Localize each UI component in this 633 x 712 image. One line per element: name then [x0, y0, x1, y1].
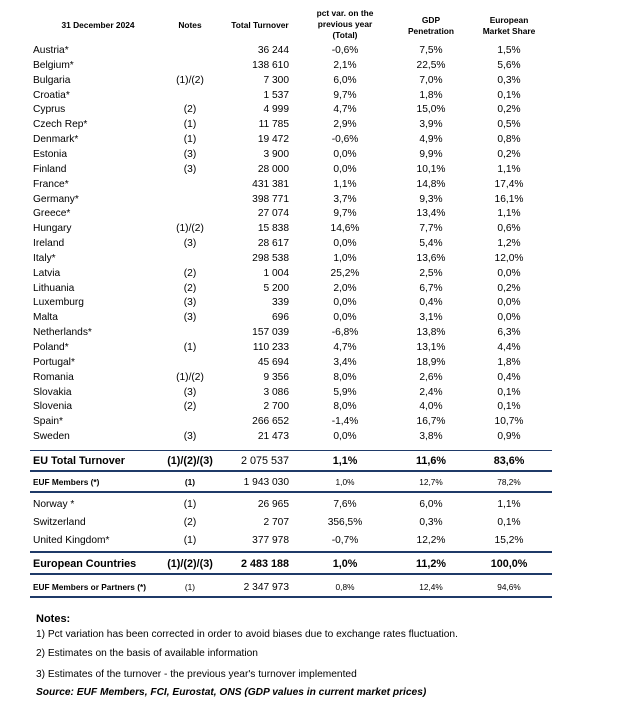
- country-gdp: 3,8%: [419, 431, 443, 442]
- country-name: Hungary: [33, 223, 72, 234]
- country-name: Malta: [33, 312, 58, 323]
- table-row: [0, 178, 633, 191]
- country-pct: -1,4%: [331, 416, 359, 427]
- notes-title: Notes:: [36, 613, 71, 625]
- eu-total-row: [0, 455, 633, 468]
- partners-share: 94,6%: [497, 582, 521, 592]
- country-notes: (1): [183, 535, 197, 546]
- header-turnover: Total Turnover: [231, 20, 289, 30]
- country-share: 0,8%: [497, 134, 521, 145]
- country-turnover: 1 004: [263, 268, 289, 279]
- country-name: Ireland: [33, 238, 65, 249]
- table-row: [0, 371, 633, 384]
- country-name: Portugal*: [33, 357, 75, 368]
- country-pct: 8,0%: [333, 401, 357, 412]
- country-turnover: 3 086: [263, 387, 289, 398]
- country-turnover: 11 785: [258, 119, 289, 130]
- country-gdp: 7,7%: [419, 223, 443, 234]
- country-turnover: 339: [272, 297, 289, 308]
- country-share: 0,3%: [497, 75, 521, 86]
- eu-total-pct: 1,1%: [332, 455, 358, 467]
- header-share: [474, 15, 544, 37]
- country-turnover: 21 473: [257, 431, 289, 442]
- country-pct: 2,9%: [333, 119, 357, 130]
- country-pct: -0,7%: [331, 535, 359, 546]
- country-gdp: 6,0%: [419, 499, 443, 510]
- table-row: [0, 148, 633, 161]
- ec-share: 100,0%: [490, 558, 528, 570]
- rule-eu-top: [30, 450, 552, 451]
- euf-members-gdp: 12,7%: [419, 477, 443, 487]
- table-row: [0, 282, 633, 295]
- country-name: Luxemburg: [33, 297, 84, 308]
- country-share: 1,5%: [497, 45, 521, 56]
- ec-turnover: 2 483 188: [240, 558, 289, 570]
- country-turnover: 7 300: [263, 75, 289, 86]
- table-row: [0, 103, 633, 116]
- country-gdp: 10,1%: [416, 164, 446, 175]
- country-gdp: 14,8%: [416, 179, 446, 190]
- country-turnover: 298 538: [252, 253, 289, 264]
- header-gdp-line1: GDP: [421, 15, 441, 25]
- country-turnover: 27 074: [257, 208, 289, 219]
- country-share: 0,0%: [497, 297, 521, 308]
- rule-ec-top: [30, 551, 552, 553]
- country-name: Cyprus: [33, 104, 66, 115]
- country-share: 1,2%: [497, 238, 521, 249]
- country-pct: 6,0%: [333, 75, 357, 86]
- country-share: 1,1%: [497, 164, 521, 175]
- table-row: [0, 44, 633, 57]
- country-name: Latvia: [33, 268, 61, 279]
- ec-notes: (1)/(2)/(3): [167, 558, 213, 570]
- country-share: 0,0%: [497, 268, 521, 279]
- header-pct-line3: (Total): [332, 30, 358, 40]
- country-share: 0,2%: [497, 104, 521, 115]
- country-turnover: 2 707: [263, 517, 289, 528]
- country-gdp: 22,5%: [416, 60, 446, 71]
- euf-members-share: 78,2%: [497, 477, 521, 487]
- note-3: 3) Estimates of the turnover - the previous year's turnover implemented: [36, 669, 357, 680]
- note-2: 2) Estimates on the basis of available information: [36, 648, 258, 659]
- country-turnover: 15 838: [257, 223, 289, 234]
- country-turnover: 9 356: [263, 372, 289, 383]
- country-gdp: 5,4%: [419, 238, 443, 249]
- header-share-line1: European: [489, 15, 529, 25]
- country-pct: 0,0%: [333, 297, 357, 308]
- country-gdp: 6,7%: [419, 283, 443, 294]
- eu-total-turnover: 2 075 537: [240, 455, 289, 467]
- country-share: 16,1%: [494, 194, 524, 205]
- eu-total-notes: (1)/(2)/(3): [167, 455, 213, 467]
- country-pct: -0,6%: [331, 45, 359, 56]
- country-notes: (1)/(2): [176, 75, 204, 86]
- country-notes: (3): [183, 238, 197, 249]
- table-row: [0, 74, 633, 87]
- country-share: 0,1%: [497, 401, 521, 412]
- country-name: Bulgaria: [33, 75, 71, 86]
- country-name: Slovakia: [33, 387, 72, 398]
- table-row: [0, 207, 633, 220]
- country-turnover: 138 610: [252, 60, 289, 71]
- header-gdp: [398, 15, 464, 37]
- country-share: 0,6%: [497, 223, 521, 234]
- eu-total-name: EU Total Turnover: [33, 455, 125, 467]
- country-turnover: 19 472: [257, 134, 289, 145]
- country-notes: (1): [183, 119, 197, 130]
- country-share: 0,4%: [497, 372, 521, 383]
- country-pct: -0,6%: [331, 134, 359, 145]
- euf-members-row: [0, 476, 633, 489]
- country-name: Norway *: [33, 499, 75, 510]
- country-share: 10,7%: [494, 416, 524, 427]
- country-turnover: 36 244: [257, 45, 289, 56]
- partners-pct: 0,8%: [335, 582, 355, 592]
- table-row: [0, 193, 633, 206]
- country-share: 6,3%: [497, 327, 521, 338]
- header-date: 31 December 2024: [61, 20, 135, 30]
- country-notes: (2): [183, 401, 197, 412]
- country-name: Greece*: [33, 208, 71, 219]
- country-pct: 0,0%: [333, 149, 357, 160]
- rule-euf-bottom: [30, 491, 552, 493]
- country-pct: 9,7%: [333, 208, 357, 219]
- euf-members-notes: (1): [184, 477, 196, 487]
- country-notes: (3): [183, 149, 197, 160]
- header-share-line2: Market Share: [482, 26, 536, 36]
- country-turnover: 5 200: [263, 283, 289, 294]
- country-gdp: 4,9%: [419, 134, 443, 145]
- source-line: Source: EUF Members, FCI, Eurostat, ONS (GDP values in current market prices): [36, 687, 427, 698]
- country-name: Denmark*: [33, 134, 79, 145]
- country-share: 0,2%: [497, 283, 521, 294]
- country-name: Sweden: [33, 431, 70, 442]
- country-gdp: 15,0%: [416, 104, 446, 115]
- country-turnover: 266 652: [252, 416, 289, 427]
- country-gdp: 4,0%: [419, 401, 443, 412]
- partners-notes: (1): [184, 582, 196, 592]
- euf-members-name: EUF Members (*): [33, 477, 100, 487]
- eu-total-gdp: 11,6%: [415, 455, 447, 467]
- country-notes: (3): [183, 387, 197, 398]
- table-row: [0, 534, 633, 547]
- euf-partners-row: [0, 581, 633, 594]
- country-name: Czech Rep*: [33, 119, 88, 130]
- country-share: 1,1%: [497, 208, 521, 219]
- table-row: [0, 237, 633, 250]
- ec-gdp: 11,2%: [415, 558, 447, 570]
- country-notes: (1)/(2): [176, 372, 204, 383]
- country-pct: 25,2%: [330, 268, 360, 279]
- table-row: [0, 296, 633, 309]
- country-share: 17,4%: [494, 179, 524, 190]
- country-pct: 0,0%: [333, 164, 357, 175]
- table-row: [0, 59, 633, 72]
- european-countries-row: [0, 558, 633, 571]
- country-notes: (2): [183, 283, 197, 294]
- country-pct: 14,6%: [330, 223, 360, 234]
- ec-pct: 1,0%: [332, 558, 358, 570]
- country-gdp: 18,9%: [416, 357, 446, 368]
- table-row: [0, 415, 633, 428]
- rule-eu-bottom: [30, 470, 552, 472]
- country-name: Netherlands*: [33, 327, 92, 338]
- table-row: [0, 516, 633, 529]
- country-gdp: 3,9%: [419, 119, 443, 130]
- header-notes: Notes: [178, 20, 202, 30]
- country-turnover: 28 000: [257, 164, 289, 175]
- table-row: [0, 252, 633, 265]
- country-turnover: 398 771: [252, 194, 289, 205]
- country-gdp: 12,2%: [416, 535, 446, 546]
- country-gdp: 13,4%: [416, 208, 446, 219]
- table-row: [0, 341, 633, 354]
- country-notes: (3): [183, 164, 197, 175]
- country-pct: 5,9%: [333, 387, 357, 398]
- eu-total-share: 83,6%: [493, 455, 525, 467]
- country-turnover: 28 617: [257, 238, 289, 249]
- table-row: [0, 267, 633, 280]
- country-name: Spain*: [33, 416, 64, 427]
- country-turnover: 377 978: [252, 535, 289, 546]
- country-name: Italy*: [33, 253, 56, 264]
- country-pct: 1,1%: [333, 179, 357, 190]
- country-name: Switzerland: [33, 517, 86, 528]
- country-share: 15,2%: [494, 535, 524, 546]
- country-turnover: 2 700: [263, 401, 289, 412]
- euf-members-pct: 1,0%: [335, 477, 355, 487]
- country-gdp: 16,7%: [416, 416, 446, 427]
- country-turnover: 4 999: [263, 104, 289, 115]
- country-gdp: 2,5%: [419, 268, 443, 279]
- country-gdp: 7,0%: [419, 75, 443, 86]
- partners-name: EUF Members or Partners (*): [33, 582, 146, 592]
- table-row: [0, 400, 633, 413]
- header-pct-line2: previous year: [317, 19, 373, 29]
- country-pct: 0,0%: [333, 431, 357, 442]
- country-turnover: 431 381: [252, 179, 289, 190]
- country-name: Croatia*: [33, 90, 70, 101]
- ec-name: European Countries: [33, 558, 137, 570]
- country-notes: (1): [183, 499, 197, 510]
- country-gdp: 7,5%: [419, 45, 443, 56]
- country-pct: 3,4%: [333, 357, 357, 368]
- table-row: [0, 222, 633, 235]
- country-gdp: 2,6%: [419, 372, 443, 383]
- euf-members-turnover: 1 943 030: [243, 477, 289, 488]
- country-turnover: 110 233: [252, 342, 289, 353]
- country-name: Austria*: [33, 45, 69, 56]
- table-row: [0, 89, 633, 102]
- country-share: 0,5%: [497, 119, 521, 130]
- country-notes: (1)/(2): [176, 223, 204, 234]
- country-notes: (1): [183, 134, 197, 145]
- country-share: 0,2%: [497, 149, 521, 160]
- header-gdp-line2: Penetration: [407, 26, 455, 36]
- country-pct: 2,1%: [333, 60, 357, 71]
- country-pct: 8,0%: [333, 372, 357, 383]
- country-name: Germany*: [33, 194, 79, 205]
- country-share: 1,1%: [497, 499, 521, 510]
- country-name: Estonia: [33, 149, 67, 160]
- table-row: [0, 133, 633, 146]
- country-notes: (2): [183, 517, 197, 528]
- country-gdp: 9,9%: [419, 149, 443, 160]
- country-turnover: 696: [272, 312, 289, 323]
- country-gdp: 13,6%: [416, 253, 446, 264]
- country-share: 0,1%: [497, 387, 521, 398]
- country-pct: 0,0%: [333, 312, 357, 323]
- country-pct: 2,0%: [333, 283, 357, 294]
- country-pct: 1,0%: [333, 253, 357, 264]
- rule-ec-bottom: [30, 573, 552, 575]
- country-gdp: 1,8%: [419, 90, 443, 101]
- country-notes: (3): [183, 297, 197, 308]
- partners-gdp: 12,4%: [419, 582, 443, 592]
- country-share: 0,1%: [497, 517, 521, 528]
- country-pct: 356,5%: [327, 517, 363, 528]
- country-turnover: 26 965: [257, 499, 289, 510]
- rule-partners-bottom: [30, 596, 552, 598]
- country-name: Belgium*: [33, 60, 74, 71]
- header-pct-line1: pct var. on the: [316, 8, 374, 18]
- country-pct: 7,6%: [333, 499, 357, 510]
- country-notes: (2): [183, 268, 197, 279]
- country-pct: 9,7%: [333, 90, 357, 101]
- header-pct: [300, 8, 390, 41]
- table-row: [0, 386, 633, 399]
- country-gdp: 13,1%: [416, 342, 446, 353]
- country-name: Poland*: [33, 342, 69, 353]
- table-row: [0, 356, 633, 369]
- country-name: Finland: [33, 164, 67, 175]
- table-row: [0, 326, 633, 339]
- country-turnover: 3 900: [263, 149, 289, 160]
- country-notes: (1): [183, 342, 197, 353]
- country-turnover: 157 039: [252, 327, 289, 338]
- table-row: [0, 430, 633, 443]
- country-share: 5,6%: [497, 60, 521, 71]
- country-gdp: 13,8%: [416, 327, 446, 338]
- table-row: [0, 498, 633, 511]
- country-name: Lithuania: [33, 283, 75, 294]
- country-share: 1,8%: [497, 357, 521, 368]
- table-row: [0, 163, 633, 176]
- country-gdp: 0,4%: [419, 297, 443, 308]
- table-row: [0, 118, 633, 131]
- country-share: 0,1%: [497, 90, 521, 101]
- country-gdp: 2,4%: [419, 387, 443, 398]
- country-name: Slovenia: [33, 401, 73, 412]
- country-turnover: 45 694: [257, 357, 289, 368]
- partners-turnover: 2 347 973: [243, 582, 289, 593]
- country-turnover: 1 537: [263, 90, 289, 101]
- country-name: Romania: [33, 372, 74, 383]
- country-pct: 4,7%: [333, 342, 357, 353]
- country-pct: -6,8%: [331, 327, 359, 338]
- country-pct: 0,0%: [333, 238, 357, 249]
- country-pct: 3,7%: [333, 194, 357, 205]
- country-share: 0,0%: [497, 312, 521, 323]
- country-pct: 4,7%: [333, 104, 357, 115]
- country-share: 0,9%: [497, 431, 521, 442]
- country-name: France*: [33, 179, 69, 190]
- country-notes: (3): [183, 431, 197, 442]
- country-share: 12,0%: [494, 253, 524, 264]
- country-notes: (2): [183, 104, 197, 115]
- country-gdp: 9,3%: [419, 194, 443, 205]
- country-gdp: 3,1%: [419, 312, 443, 323]
- country-gdp: 0,3%: [419, 517, 443, 528]
- country-name: United Kingdom*: [33, 535, 110, 546]
- note-1: 1) Pct variation has been corrected in order to avoid biases due to exchange rates fluctuation.: [36, 629, 458, 640]
- table-row: [0, 311, 633, 324]
- country-share: 4,4%: [497, 342, 521, 353]
- country-notes: (3): [183, 312, 197, 323]
